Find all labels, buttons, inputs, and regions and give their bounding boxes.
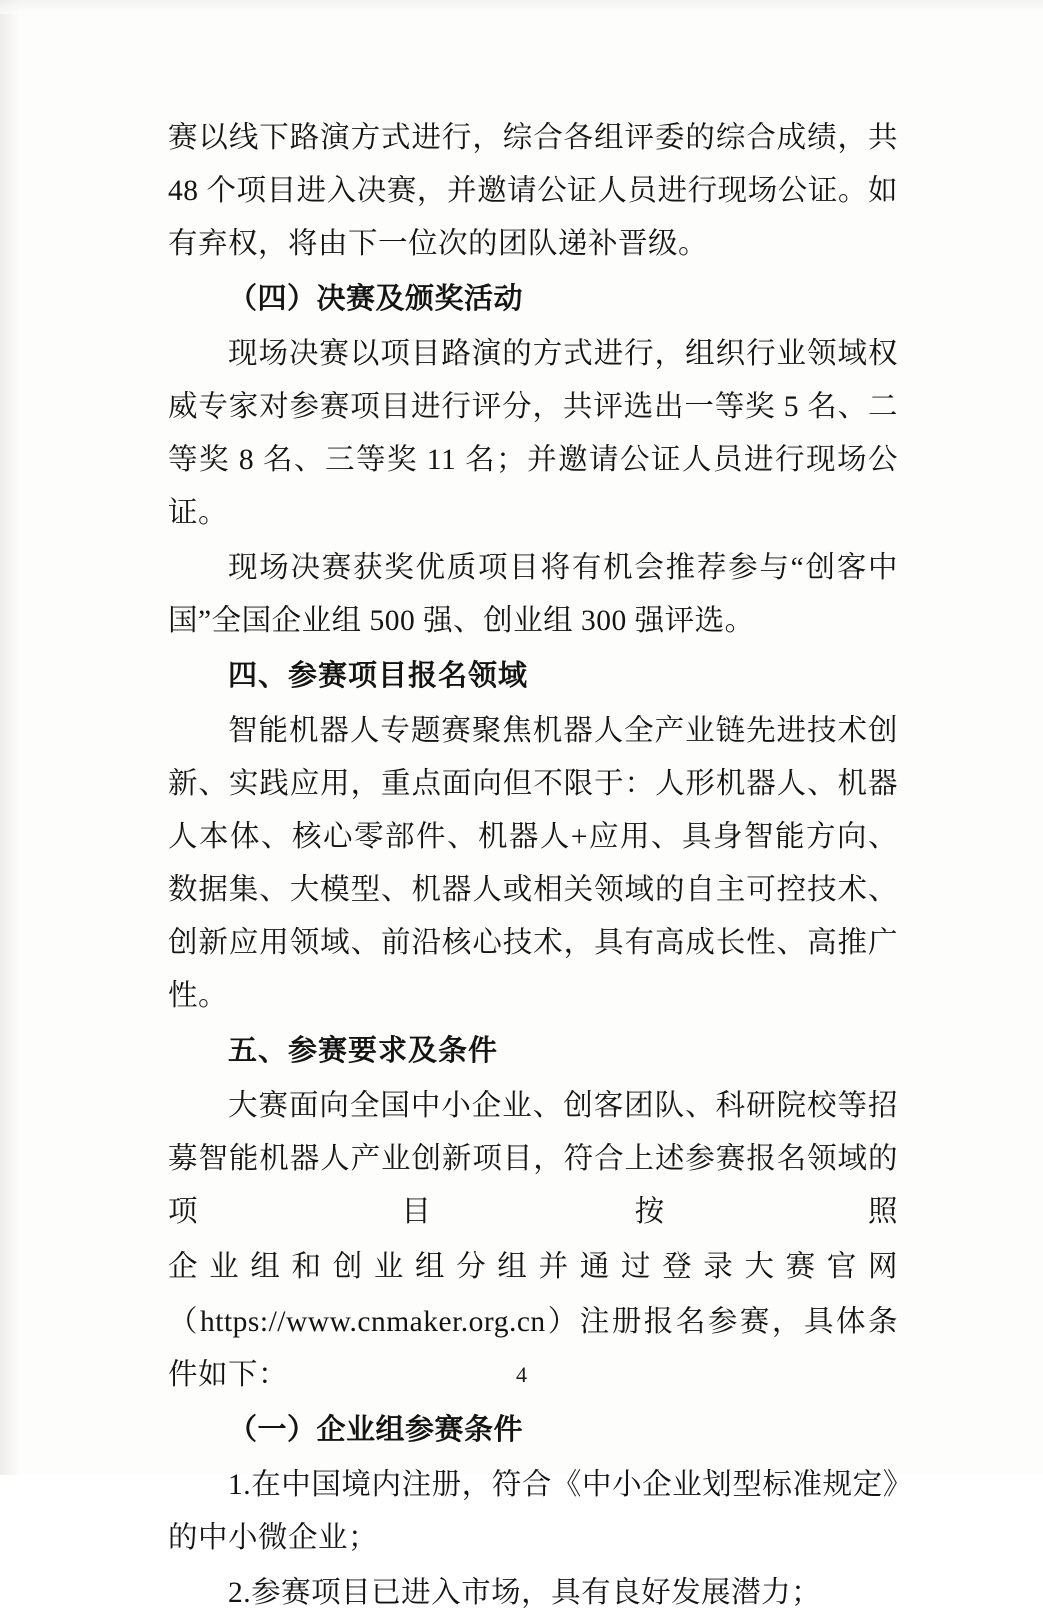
subsection-heading-enterprise-group: （一）企业组参赛条件: [228, 1414, 524, 1446]
paragraph-fields-detail: 智能机器人专题赛聚焦机器人全产业链先进技术创新、实践应用，重点面向但不限于：人形机器人、机器人本体、核心零部件、机器人+应用、具身智能方向、数据集、大模型、机器人或相关领域的自主可控技术、创新应用领域、前沿核心技术，具有高成长性、高推广性。: [168, 715, 898, 1012]
paragraph-condition-1: 1.在中国境内注册，符合《中小企业划型标准规定》的中小微企业；: [168, 1469, 898, 1554]
paragraph-final-round: 现场决赛以项目路演的方式进行，组织行业领域权威专家对参赛项目进行评分，共评选出一等奖 5 名、二等奖 8 名、三等奖 11 名；并邀请公证人员进行现场公证。: [168, 338, 898, 529]
section-heading-requirements: 五、参赛要求及条件: [228, 1035, 499, 1067]
page-number: 4: [516, 1362, 527, 1387]
page-left-shadow: [0, 0, 22, 1475]
section-heading-registration-fields: 四、参赛项目报名领域: [228, 660, 529, 692]
paragraph-requirements-intro-a: 大赛面向全国中小企业、创客团队、科研院校等招募智能机器人产业创新项目，符合上述参赛报名领域的项目按照: [168, 1090, 898, 1228]
page-top-shadow: [0, 0, 1043, 14]
paragraph-continued: 赛以线下路演方式进行，综合各组评委的综合成绩，共 48 个项目进入决赛，并邀请公证人员进行现场公证。如有弃权，将由下一位次的团队递补晋级。: [168, 122, 898, 260]
section-heading-four-award: （四）决赛及颁奖活动: [228, 283, 524, 315]
paragraph-condition-2: 2.参赛项目已进入市场，具有良好发展潜力；: [228, 1577, 822, 1609]
page-body: [168, 112, 898, 1622]
paragraph-national-selection: 现场决赛获奖优质项目将有机会推荐参与“创客中国”全国企业组 500 强、创业组 300 强评选。: [168, 552, 898, 637]
paragraph-requirements-intro-b: 企业组和创业组分组并通过登录大赛官网: [168, 1251, 898, 1283]
paragraph-website-registration: （https://www.cnmaker.org.cn）注册报名参赛，具体条件如下：: [168, 1306, 898, 1391]
